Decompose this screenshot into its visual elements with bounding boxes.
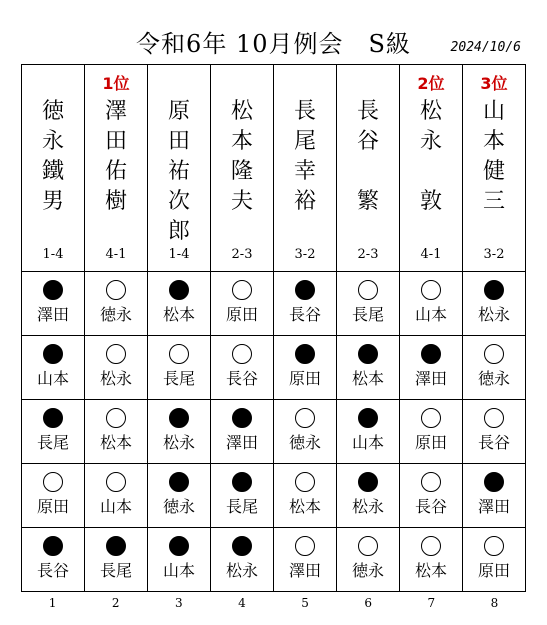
- opponent-name: 長谷: [414, 497, 447, 516]
- game-cell: [22, 528, 85, 592]
- win-marker-icon: [169, 536, 189, 556]
- win-marker-icon: [232, 472, 252, 492]
- game-cell: [148, 400, 211, 464]
- win-marker-icon: [484, 472, 504, 492]
- game-cell: [400, 528, 463, 592]
- win-loss-record: 2-3: [357, 247, 379, 262]
- loss-marker-icon: [421, 408, 441, 428]
- opponent-name: 長尾: [162, 369, 195, 388]
- opponent-name: 長谷: [36, 561, 69, 580]
- game-cell: [211, 400, 274, 464]
- win-loss-record: 3-2: [294, 247, 316, 262]
- opponent-name: 松本: [414, 561, 447, 580]
- game-cell: [400, 464, 463, 528]
- win-loss-record: 1-4: [42, 247, 64, 262]
- player-name: 松 本 隆 夫: [230, 99, 253, 214]
- game-cell: [463, 336, 526, 400]
- opponent-name: 澤田: [36, 305, 69, 324]
- opponent-name: 松永: [477, 305, 510, 324]
- page-title: 令和6年 10月例会 S級: [136, 30, 411, 58]
- win-marker-icon: [43, 408, 63, 428]
- opponent-name: 徳永: [162, 497, 195, 516]
- opponent-name: 松永: [162, 433, 195, 452]
- game-cell: [400, 272, 463, 336]
- round-row: [22, 336, 526, 400]
- rank-label: 1位: [102, 74, 130, 93]
- loss-marker-icon: [169, 344, 189, 364]
- win-marker-icon: [169, 280, 189, 300]
- opponent-name: 徳永: [99, 305, 132, 324]
- results-table: [21, 64, 526, 592]
- opponent-name: 長尾: [351, 305, 384, 324]
- player-name: 徳 永 鐵 男: [41, 99, 64, 214]
- player-name: 長 尾 幸 裕: [293, 99, 316, 214]
- opponent-name: 長尾: [225, 497, 258, 516]
- opponent-name: 徳永: [288, 433, 321, 452]
- game-cell: [274, 272, 337, 336]
- opponent-name: 長尾: [36, 433, 69, 452]
- loss-marker-icon: [106, 472, 126, 492]
- game-cell: [85, 336, 148, 400]
- game-cell: [400, 336, 463, 400]
- player-header-row: [22, 65, 526, 272]
- opponent-name: 山本: [162, 561, 195, 580]
- game-cell: [337, 272, 400, 336]
- win-marker-icon: [232, 536, 252, 556]
- player-column-header: [400, 65, 463, 272]
- rank-label: 3位: [480, 74, 508, 93]
- opponent-name: 山本: [36, 369, 69, 388]
- opponent-name: 原田: [288, 369, 321, 388]
- game-cell: [148, 272, 211, 336]
- game-cell: [274, 336, 337, 400]
- player-name: 原 田 祐 次 郎: [167, 99, 190, 244]
- loss-marker-icon: [295, 408, 315, 428]
- opponent-name: 原田: [477, 561, 510, 580]
- column-number: 8: [490, 596, 499, 610]
- win-marker-icon: [43, 344, 63, 364]
- opponent-name: 山本: [414, 305, 447, 324]
- opponent-name: 原田: [225, 305, 258, 324]
- win-marker-icon: [358, 472, 378, 492]
- opponent-name: 松本: [351, 369, 384, 388]
- loss-marker-icon: [232, 280, 252, 300]
- win-marker-icon: [43, 280, 63, 300]
- win-marker-icon: [295, 280, 315, 300]
- player-name: 長 谷 繁: [356, 99, 379, 214]
- round-row: [22, 528, 526, 592]
- game-cell: [148, 464, 211, 528]
- game-cell: [85, 464, 148, 528]
- loss-marker-icon: [484, 344, 504, 364]
- loss-marker-icon: [358, 536, 378, 556]
- loss-marker-icon: [106, 344, 126, 364]
- loss-marker-icon: [106, 280, 126, 300]
- column-number: 6: [364, 596, 372, 610]
- win-marker-icon: [358, 344, 378, 364]
- player-name: 山 本 健 三: [482, 99, 505, 214]
- opponent-name: 澤田: [477, 497, 510, 516]
- game-cell: [337, 528, 400, 592]
- game-cell: [337, 400, 400, 464]
- opponent-name: 山本: [99, 497, 132, 516]
- rank-label: 2位: [417, 74, 445, 93]
- loss-marker-icon: [358, 280, 378, 300]
- player-column-header: [274, 65, 337, 272]
- opponent-name: 長谷: [477, 433, 510, 452]
- column-number: 1: [48, 596, 57, 610]
- loss-marker-icon: [106, 408, 126, 428]
- player-column-header: [463, 65, 526, 272]
- opponent-name: 長谷: [225, 369, 258, 388]
- win-marker-icon: [106, 536, 126, 556]
- opponent-name: 徳永: [477, 369, 510, 388]
- game-cell: [463, 400, 526, 464]
- win-loss-record: 3-2: [483, 247, 505, 262]
- column-number: 4: [238, 596, 246, 610]
- opponent-name: 松本: [162, 305, 195, 324]
- player-name: 澤 田 佑 樹: [104, 99, 127, 214]
- game-cell: [463, 528, 526, 592]
- win-marker-icon: [421, 344, 441, 364]
- round-row: [22, 272, 526, 336]
- game-cell: [274, 528, 337, 592]
- round-row: [22, 464, 526, 528]
- game-cell: [22, 336, 85, 400]
- win-loss-record: 4-1: [420, 247, 442, 262]
- event-date: 2024/10/6: [450, 40, 521, 55]
- opponent-name: 澤田: [288, 561, 321, 580]
- game-cell: [463, 464, 526, 528]
- game-cell: [22, 464, 85, 528]
- opponent-name: 松永: [99, 369, 132, 388]
- loss-marker-icon: [421, 472, 441, 492]
- game-cell: [337, 464, 400, 528]
- opponent-name: 澤田: [414, 369, 447, 388]
- opponent-name: 松永: [225, 561, 258, 580]
- loss-marker-icon: [232, 344, 252, 364]
- opponent-name: 徳永: [351, 561, 384, 580]
- win-loss-record: 1-4: [168, 247, 190, 262]
- opponent-name: 原田: [36, 497, 69, 516]
- win-loss-record: 2-3: [231, 247, 253, 262]
- opponent-name: 長尾: [99, 561, 132, 580]
- game-cell: [274, 464, 337, 528]
- game-cell: [85, 400, 148, 464]
- opponent-name: 松永: [351, 497, 384, 516]
- opponent-name: 原田: [414, 433, 447, 452]
- game-cell: [400, 400, 463, 464]
- game-cell: [337, 336, 400, 400]
- round-row: [22, 400, 526, 464]
- loss-marker-icon: [43, 472, 63, 492]
- game-cell: [85, 528, 148, 592]
- game-cell: [211, 464, 274, 528]
- loss-marker-icon: [484, 408, 504, 428]
- player-column-header: [148, 65, 211, 272]
- win-marker-icon: [484, 280, 504, 300]
- game-cell: [85, 272, 148, 336]
- win-marker-icon: [358, 408, 378, 428]
- game-cell: [148, 528, 211, 592]
- column-number: 7: [427, 596, 436, 610]
- loss-marker-icon: [421, 280, 441, 300]
- win-marker-icon: [169, 472, 189, 492]
- game-cell: [22, 272, 85, 336]
- opponent-name: 松本: [288, 497, 321, 516]
- loss-marker-icon: [295, 536, 315, 556]
- player-name: 松 永 敦: [419, 99, 442, 214]
- player-column-header: [22, 65, 85, 272]
- game-cell: [22, 400, 85, 464]
- loss-marker-icon: [421, 536, 441, 556]
- loss-marker-icon: [484, 536, 504, 556]
- column-number: 3: [174, 596, 183, 610]
- opponent-name: 山本: [351, 433, 384, 452]
- column-number: 2: [111, 596, 120, 610]
- player-column-header: [85, 65, 148, 272]
- opponent-name: 松本: [99, 433, 132, 452]
- player-column-header: [211, 65, 274, 272]
- player-column-header: [337, 65, 400, 272]
- game-cell: [463, 272, 526, 336]
- game-cell: [211, 336, 274, 400]
- win-marker-icon: [232, 408, 252, 428]
- game-cell: [211, 528, 274, 592]
- win-loss-record: 4-1: [105, 247, 127, 262]
- game-cell: [148, 336, 211, 400]
- win-marker-icon: [43, 536, 63, 556]
- game-cell: [211, 272, 274, 336]
- game-cell: [274, 400, 337, 464]
- column-number: 5: [301, 596, 309, 610]
- opponent-name: 澤田: [225, 433, 258, 452]
- column-numbers: [21, 596, 526, 610]
- opponent-name: 長谷: [288, 305, 321, 324]
- loss-marker-icon: [295, 472, 315, 492]
- win-marker-icon: [295, 344, 315, 364]
- win-marker-icon: [169, 408, 189, 428]
